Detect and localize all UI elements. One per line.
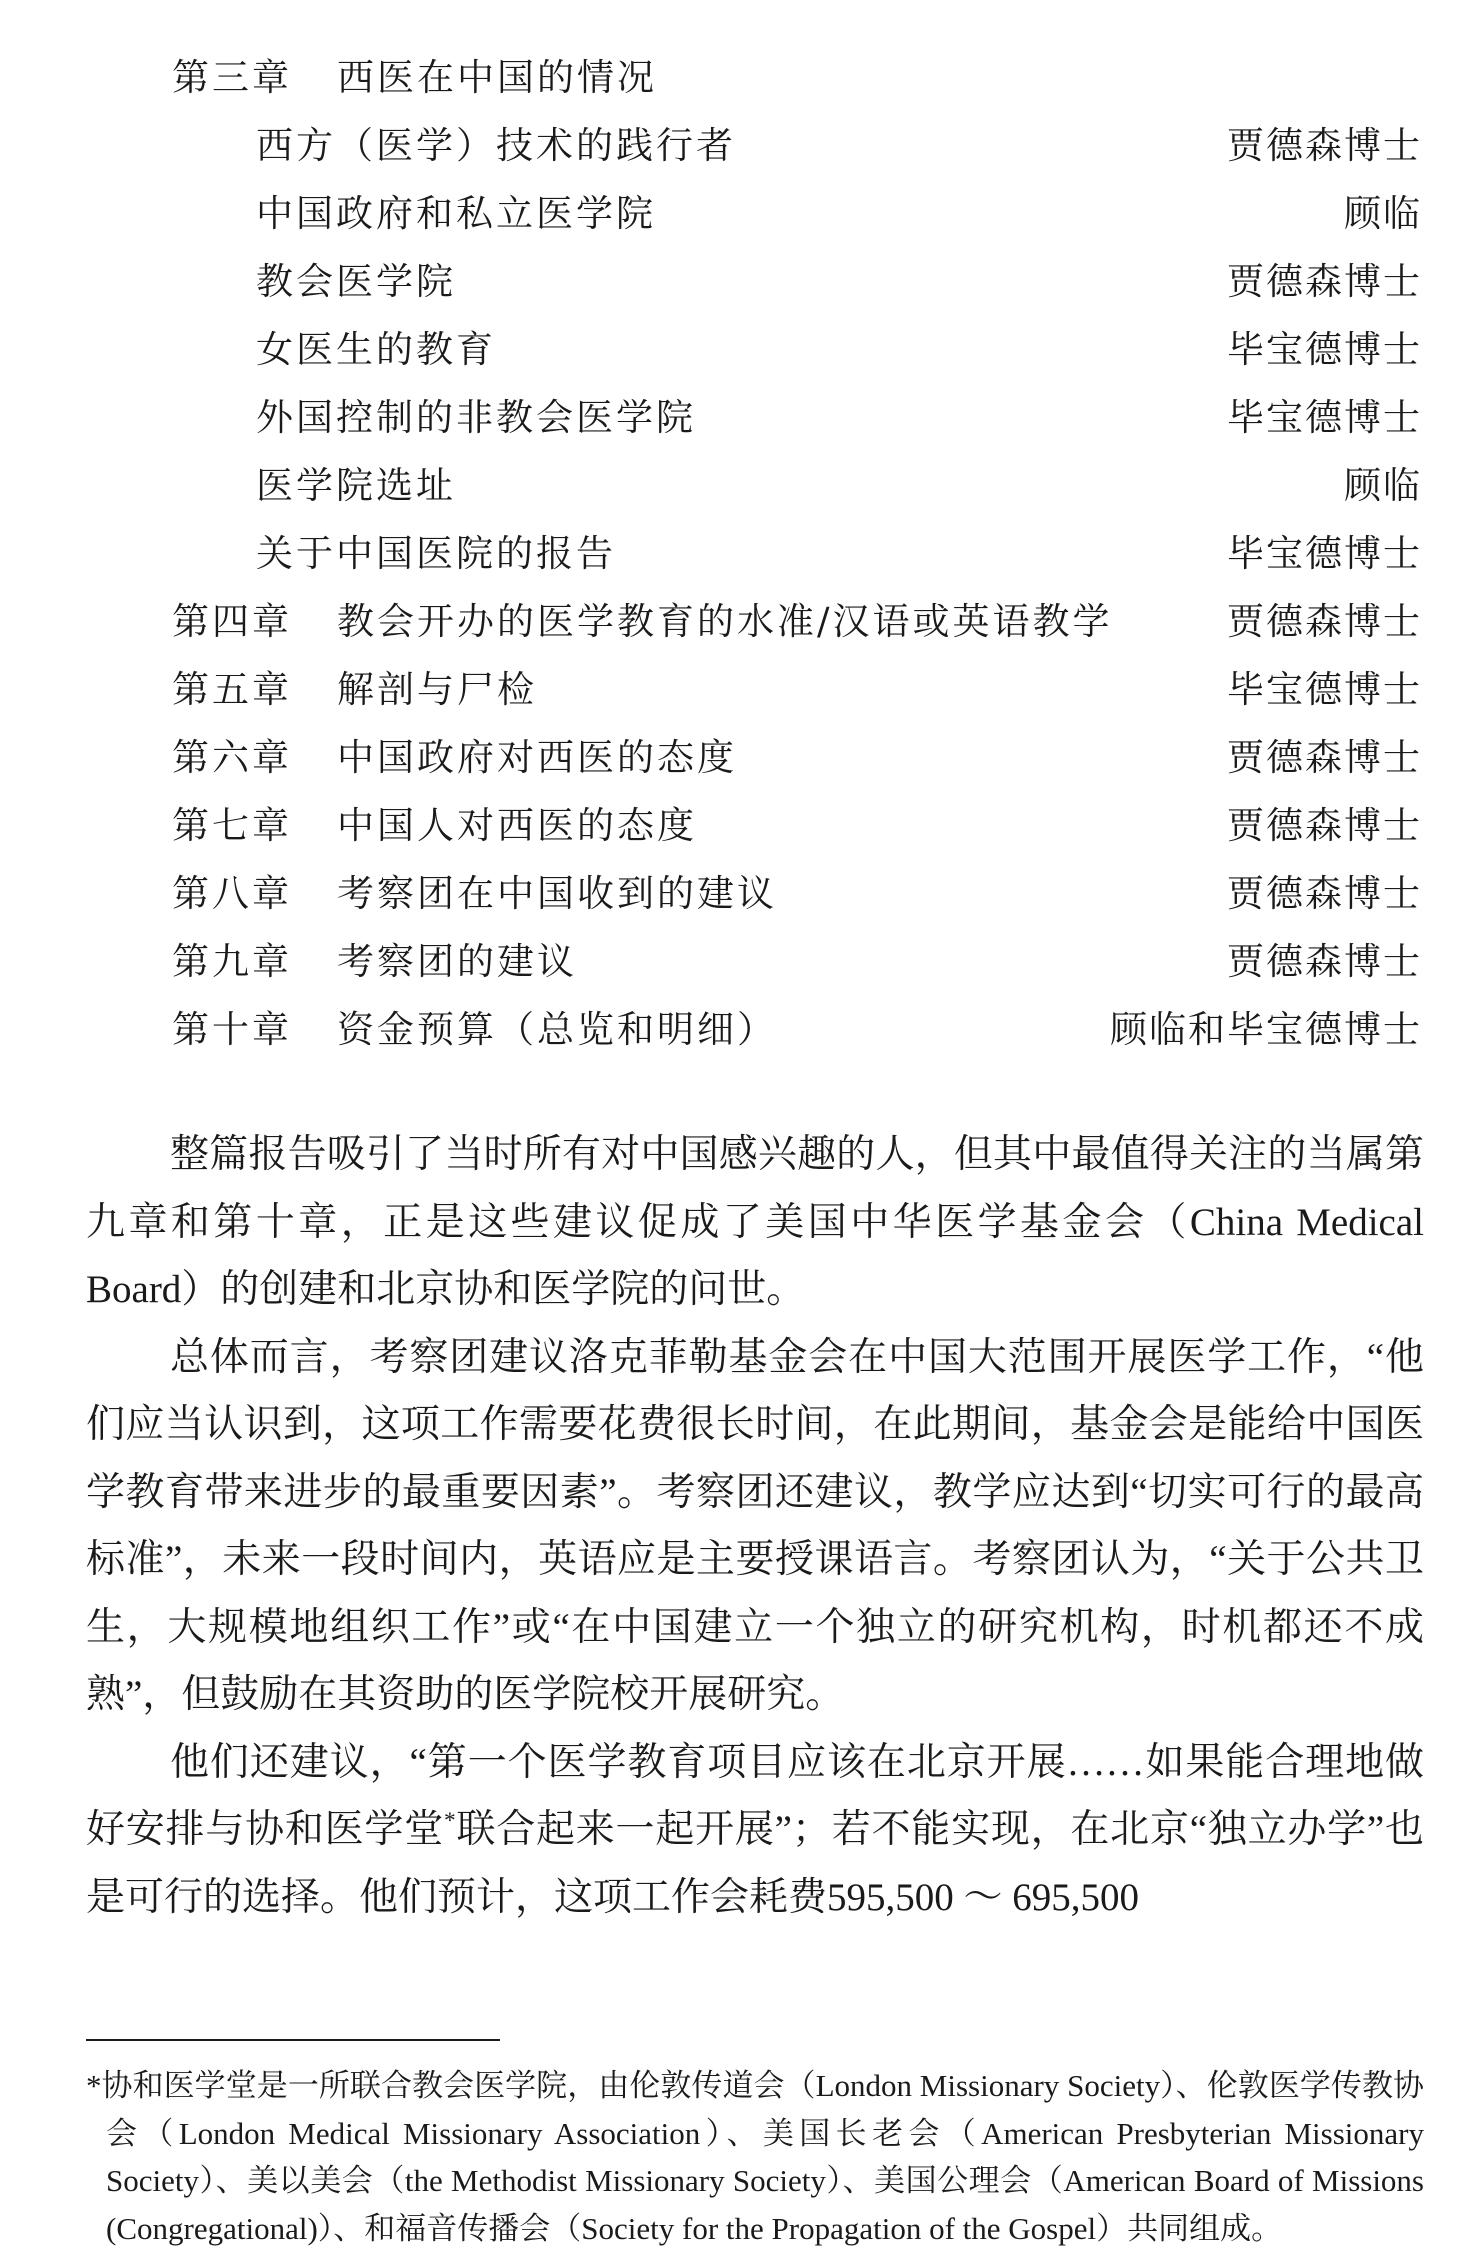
chapter-title: 教会开办的医学教育的水准/汉语或英语教学 bbox=[337, 600, 1113, 643]
toc-chapter bbox=[172, 936, 1422, 1004]
footnote bbox=[86, 2062, 1424, 2252]
paragraph-text: 联合起来一起开展”；若不能实现，在北京“独立办学”也是可行的选择。他们预计，这项工作会耗费595,500 ～ 695,500 bbox=[86, 1808, 1424, 1919]
section-title: 关于中国医院的报告 bbox=[256, 532, 616, 575]
section-title: 中国政府和私立医学院 bbox=[256, 192, 656, 235]
section-author: 毕宝德博士 bbox=[1227, 328, 1422, 371]
chapter-title: 资金预算（总览和明细） bbox=[337, 1008, 777, 1051]
chapter-number: 第四章 bbox=[172, 600, 292, 643]
footnote-text: 协和医学堂是一所联合教会医学院，由伦敦传道会（London Missionary Society）、伦敦医学传教协会（London Medical Missionary Association）、美国长老会（American Presbyterian Missionary Society）、美以美会（the Methodist Missionary Society）、美国公理会（American Board of Missions (Congregational)）、和福音传播会（Society for the Propagation of the Gospel）共同组成。 bbox=[101, 2068, 1424, 2246]
section-author: 贾德森博士 bbox=[1227, 124, 1422, 167]
section-author: 毕宝德博士 bbox=[1227, 532, 1422, 575]
toc-chapter-3 bbox=[172, 52, 1422, 120]
chapter-number: 第九章 bbox=[172, 940, 292, 983]
chapter-title: 考察团在中国收到的建议 bbox=[337, 872, 777, 915]
chapter-author: 贾德森博士 bbox=[1227, 736, 1422, 779]
table-of-contents bbox=[172, 52, 1422, 1072]
toc-section bbox=[172, 188, 1422, 256]
section-author: 顾临 bbox=[1344, 192, 1422, 235]
toc-section bbox=[172, 460, 1422, 528]
section-title: 医学院选址 bbox=[256, 464, 456, 507]
section-author: 顾临 bbox=[1344, 464, 1422, 507]
chapter-title: 考察团的建议 bbox=[337, 940, 577, 983]
chapter-author: 贾德森博士 bbox=[1227, 872, 1422, 915]
chapter-author: 贾德森博士 bbox=[1227, 940, 1422, 983]
chapter-title: 西医在中国的情况 bbox=[337, 56, 657, 99]
toc-chapter bbox=[172, 800, 1422, 868]
toc-chapter bbox=[172, 596, 1422, 664]
footnote-divider bbox=[86, 2039, 500, 2041]
section-title: 外国控制的非教会医学院 bbox=[256, 396, 696, 439]
paragraph bbox=[86, 1729, 1424, 1932]
body-text bbox=[86, 1121, 1424, 1931]
toc-section bbox=[172, 324, 1422, 392]
chapter-author: 顾临和毕宝德博士 bbox=[1110, 1008, 1422, 1051]
toc-section bbox=[172, 528, 1422, 596]
chapter-number: 第三章 bbox=[172, 56, 292, 99]
chapter-author: 贾德森博士 bbox=[1227, 600, 1422, 643]
section-author: 毕宝德博士 bbox=[1227, 396, 1422, 439]
chapter-number: 第六章 bbox=[172, 736, 292, 779]
toc-chapter bbox=[172, 732, 1422, 800]
chapter-title: 中国人对西医的态度 bbox=[337, 804, 697, 847]
section-author: 贾德森博士 bbox=[1227, 260, 1422, 303]
chapter-number: 第八章 bbox=[172, 872, 292, 915]
toc-section bbox=[172, 120, 1422, 188]
section-title: 西方（医学）技术的践行者 bbox=[256, 124, 736, 167]
toc-section bbox=[172, 392, 1422, 460]
footnote-marker: * bbox=[86, 2068, 102, 2103]
paragraph-text: 他们还建议，“第一个医学教育项目应该在北京开展……如果能合理地做好安排与协和医学堂 bbox=[86, 1740, 1424, 1851]
chapter-author: 贾德森博士 bbox=[1227, 804, 1422, 847]
section-title: 教会医学院 bbox=[256, 260, 456, 303]
chapter-number: 第七章 bbox=[172, 804, 292, 847]
footnote-marker: * bbox=[443, 1808, 456, 1834]
toc-chapter bbox=[172, 664, 1422, 732]
chapter-title: 中国政府对西医的态度 bbox=[337, 736, 737, 779]
paragraph: 整篇报告吸引了当时所有对中国感兴趣的人，但其中最值得关注的当属第九章和第十章，正是这些建议促成了美国中华医学基金会（China Medical Board）的创建和北京协和医学院的问世。 bbox=[86, 1133, 1424, 1311]
paragraph: 总体而言，考察团建议洛克菲勒基金会在中国大范围开展医学工作，“他们应当认识到，这项工作需要花费很长时间，在此期间，基金会是能给中国医学教育带来进步的最重要因素”。考察团还建议，教学应达到“切实可行的最高标准”，未来一段时间内，英语应是主要授课语言。考察团认为，“关于公共卫生，大规模地组织工作”或“在中国建立一个独立的研究机构，时机都还不成熟”，但鼓励在其资助的医学院校开展研究。 bbox=[86, 1335, 1424, 1716]
section-title: 女医生的教育 bbox=[256, 328, 496, 371]
chapter-number: 第十章 bbox=[172, 1008, 292, 1051]
toc-chapter bbox=[172, 868, 1422, 936]
toc-chapter bbox=[172, 1004, 1422, 1072]
chapter-author: 毕宝德博士 bbox=[1227, 668, 1422, 711]
chapter-title: 解剖与尸检 bbox=[337, 668, 537, 711]
chapter-number: 第五章 bbox=[172, 668, 292, 711]
toc-section bbox=[172, 256, 1422, 324]
